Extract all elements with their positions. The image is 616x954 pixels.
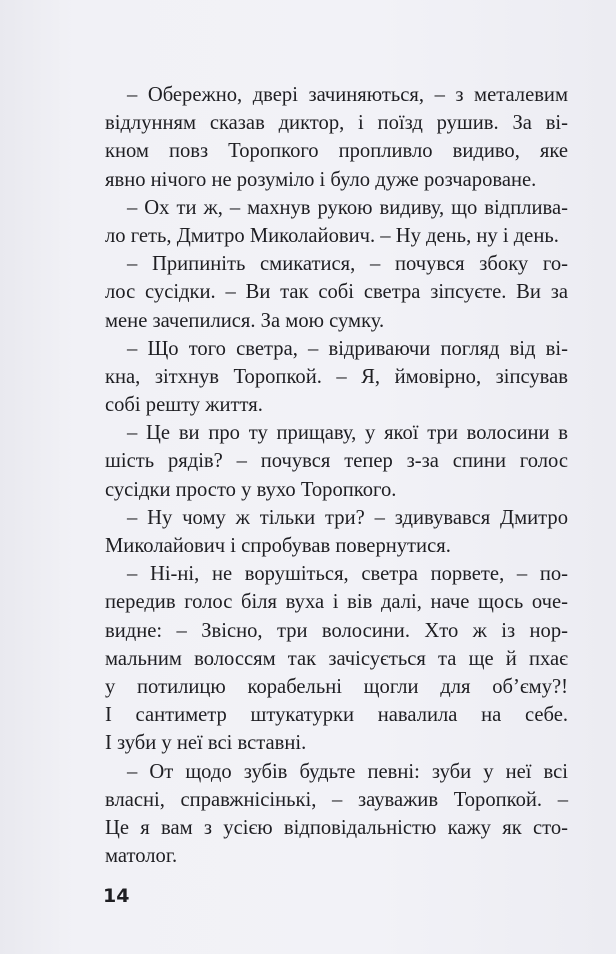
text-line: у потилицю корабельні щогли для об’єму?!	[105, 675, 568, 698]
text-line: – Обережно, двері зачиняються, – з металевим	[127, 84, 568, 106]
text-line: відлунням сказав диктор, і поїзд рушив. За ві-	[105, 112, 568, 135]
text-line: видне: – Звісно, три волосини. Хто ж із нор-	[105, 619, 568, 642]
text-line: шість рядів? – почувся тепер з-за спини голос	[105, 450, 568, 473]
text-line: Миколайович і спробував повернутися.	[105, 535, 451, 557]
text-line: матолог.	[105, 845, 178, 868]
body-text	[105, 81, 568, 870]
text-line: передив голос біля вуха і вів далі, наче щось оче-	[105, 591, 568, 614]
text-line: – Ох ти ж, – махнув рукою видиву, що відплива-	[127, 196, 568, 219]
text-line: – От щодо зубів будьте певні: зуби у неї всі	[127, 760, 568, 783]
text-line: ло геть, Дмитро Миколайович. – Ну день, ну і день.	[105, 224, 559, 247]
text-line: мальним волоссям так зачісується та ще й пхає	[105, 647, 568, 670]
text-line: І зуби у неї всі вставні.	[105, 732, 307, 755]
text-line: – Це ви про ту прищаву, у якої три волосини в	[127, 422, 568, 445]
text-line: лос сусідки. – Ви так собі светра зіпсуєте. Ви за	[105, 281, 568, 304]
text-line: мене зачепилися. За мою сумку.	[105, 309, 385, 332]
text-line: І сантиметр штукатурки навалила на себе.	[105, 704, 568, 727]
text-line: – Що того светра, – відриваючи погляд від ві-	[127, 337, 568, 360]
text-line: Це я вам з усією відповідальністю кажу як сто-	[105, 816, 568, 839]
text-line: – Ні-ні, не ворушіться, светра порвете, – по-	[127, 563, 568, 586]
text-line: сусідки просто у вухо Торопкого.	[105, 478, 397, 501]
text-line: кном повз Торопкого пропливло видиво, яке	[105, 140, 568, 163]
page-number: 14	[103, 885, 130, 907]
text-line: власні, справжнісінькі, – зауважив Торопкой. –	[105, 788, 568, 811]
text-line: – Припиніть смикатися, – почувся збоку го-	[127, 253, 568, 276]
text-line: собі решту життя.	[105, 394, 263, 417]
text-line: – Ну чому ж тільки три? – здивувався Дмитро	[127, 506, 568, 529]
text-line: кна, зітхнув Торопкой. – Я, ймовірно, зіпсував	[105, 365, 568, 388]
text-line: явно нічого не розуміло і було дуже розчароване.	[105, 168, 537, 191]
